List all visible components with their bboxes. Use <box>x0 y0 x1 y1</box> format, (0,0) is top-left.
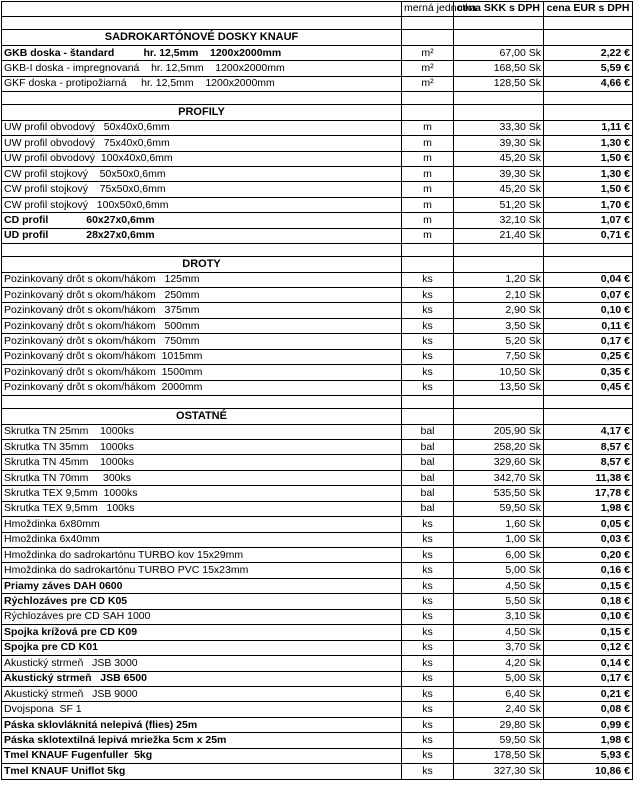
item-unit: ks <box>402 380 454 395</box>
item-price-eur: 0,03 € <box>544 532 633 547</box>
item-unit: ks <box>402 733 454 748</box>
spacer-cell <box>402 92 454 105</box>
item-unit: m² <box>402 61 454 76</box>
item-name: CW profil stojkový 75x50x0,6mm <box>2 182 402 197</box>
section-header-row <box>2 105 633 120</box>
spacer-cell <box>2 396 402 409</box>
item-name: Rýchlozáves pre CD K05 <box>2 594 402 609</box>
section-unit-cell <box>402 105 454 120</box>
item-price-eur: 0,35 € <box>544 365 633 380</box>
item-price-eur: 0,07 € <box>544 288 633 303</box>
item-price-eur: 0,15 € <box>544 578 633 593</box>
spacer-row <box>2 244 633 257</box>
item-name: Skrutka TN 25mm 1000ks <box>2 424 402 439</box>
item-price-skk: 6,40 Sk <box>454 686 544 701</box>
item-name: GKF doska - protipožiarná hr. 12,5mm 1200x2000mm <box>2 76 402 91</box>
table-row <box>2 563 633 578</box>
item-price-skk: 1,60 Sk <box>454 517 544 532</box>
item-price-skk: 205,90 Sk <box>454 424 544 439</box>
header-name-cell <box>2 2 402 17</box>
item-unit: ks <box>402 563 454 578</box>
item-name: Akustický strmeň JSB 9000 <box>2 686 402 701</box>
item-price-skk: 45,20 Sk <box>454 151 544 166</box>
item-unit: ks <box>402 517 454 532</box>
spacer-cell <box>402 244 454 257</box>
table-row <box>2 717 633 732</box>
item-name: Páska sklotextilná lepivá mriežka 5cm x 25m <box>2 733 402 748</box>
item-price-eur: 1,07 € <box>544 213 633 228</box>
table-row <box>2 532 633 547</box>
table-row <box>2 272 633 287</box>
item-price-eur: 8,57 € <box>544 439 633 454</box>
section-header-row <box>2 257 633 272</box>
item-name: Skrutka TN 45mm 1000ks <box>2 455 402 470</box>
item-price-skk: 1,20 Sk <box>454 272 544 287</box>
item-price-skk: 5,20 Sk <box>454 334 544 349</box>
item-name: Rýchlozáves pre CD SAH 1000 <box>2 609 402 624</box>
item-unit: bal <box>402 455 454 470</box>
item-price-skk: 535,50 Sk <box>454 486 544 501</box>
section-header-row <box>2 409 633 424</box>
item-name: Spojka krížová pre CD K09 <box>2 625 402 640</box>
item-name: Pozinkovaný drôt s okom/hákom 1500mm <box>2 365 402 380</box>
item-price-eur: 1,30 € <box>544 136 633 151</box>
item-price-eur: 5,93 € <box>544 748 633 763</box>
item-name: UW profil obvodový 100x40x0,6mm <box>2 151 402 166</box>
table-header <box>2 2 633 17</box>
item-price-eur: 0,14 € <box>544 656 633 671</box>
spacer-cell <box>402 17 454 30</box>
table-body <box>2 17 633 779</box>
item-name: CW profil stojkový 50x50x0,6mm <box>2 166 402 181</box>
item-unit: ks <box>402 625 454 640</box>
table-row <box>2 594 633 609</box>
item-unit: m <box>402 228 454 243</box>
item-price-skk: 342,70 Sk <box>454 470 544 485</box>
item-unit: m <box>402 182 454 197</box>
item-name: Pozinkovaný drôt s okom/hákom 1015mm <box>2 349 402 364</box>
item-name: Pozinkovaný drôt s okom/hákom 125mm <box>2 272 402 287</box>
item-price-eur: 0,16 € <box>544 563 633 578</box>
item-unit: bal <box>402 424 454 439</box>
item-price-skk: 67,00 Sk <box>454 45 544 60</box>
item-price-skk: 178,50 Sk <box>454 748 544 763</box>
item-name: UD profil 28x27x0,6mm <box>2 228 402 243</box>
item-unit: m <box>402 120 454 135</box>
spacer-cell <box>2 17 402 30</box>
section-eur-cell <box>544 105 633 120</box>
item-price-eur: 0,99 € <box>544 717 633 732</box>
section-skk-cell <box>454 409 544 424</box>
item-price-eur: 1,30 € <box>544 166 633 181</box>
item-price-eur: 1,98 € <box>544 501 633 516</box>
item-price-skk: 3,10 Sk <box>454 609 544 624</box>
table-row <box>2 334 633 349</box>
item-unit: m² <box>402 45 454 60</box>
table-row <box>2 228 633 243</box>
spacer-cell <box>454 244 544 257</box>
item-price-eur: 5,59 € <box>544 61 633 76</box>
item-price-skk: 2,40 Sk <box>454 702 544 717</box>
item-unit: m <box>402 166 454 181</box>
item-price-skk: 327,30 Sk <box>454 764 544 779</box>
item-unit: ks <box>402 272 454 287</box>
item-unit: bal <box>402 470 454 485</box>
item-price-eur: 0,20 € <box>544 548 633 563</box>
table-row <box>2 288 633 303</box>
item-price-skk: 5,50 Sk <box>454 594 544 609</box>
table-row <box>2 120 633 135</box>
item-price-eur: 0,71 € <box>544 228 633 243</box>
item-name: CW profil stojkový 100x50x0,6mm <box>2 197 402 212</box>
spacer-cell <box>544 92 633 105</box>
header-price-skk: cena SKK s DPH <box>454 2 544 17</box>
table-row <box>2 213 633 228</box>
item-price-skk: 2,10 Sk <box>454 288 544 303</box>
item-price-eur: 0,10 € <box>544 303 633 318</box>
item-price-skk: 4,50 Sk <box>454 578 544 593</box>
item-price-skk: 59,50 Sk <box>454 733 544 748</box>
item-price-eur: 0,21 € <box>544 686 633 701</box>
item-price-skk: 4,20 Sk <box>454 656 544 671</box>
item-unit: ks <box>402 717 454 732</box>
item-price-eur: 0,25 € <box>544 349 633 364</box>
item-name: Hmoždinka 6x40mm <box>2 532 402 547</box>
item-unit: ks <box>402 748 454 763</box>
section-skk-cell <box>454 30 544 45</box>
item-price-skk: 33,30 Sk <box>454 120 544 135</box>
item-unit: ks <box>402 318 454 333</box>
item-name: Skrutka TN 35mm 1000ks <box>2 439 402 454</box>
item-price-eur: 0,05 € <box>544 517 633 532</box>
item-price-skk: 5,00 Sk <box>454 563 544 578</box>
table-row <box>2 197 633 212</box>
item-name: Akustický strmeň JSB 3000 <box>2 656 402 671</box>
item-price-eur: 0,17 € <box>544 334 633 349</box>
table-row <box>2 609 633 624</box>
table-row <box>2 166 633 181</box>
item-unit: m <box>402 213 454 228</box>
spacer-cell <box>544 17 633 30</box>
item-name: Dvojspona SF 1 <box>2 702 402 717</box>
item-name: Hmoždinka do sadrokartónu TURBO kov 15x29mm <box>2 548 402 563</box>
item-unit: ks <box>402 288 454 303</box>
table-row <box>2 548 633 563</box>
table-row <box>2 501 633 516</box>
item-name: Priamy záves DAH 0600 <box>2 578 402 593</box>
header-unit: merná jednotka <box>402 2 454 17</box>
item-price-eur: 0,17 € <box>544 671 633 686</box>
item-price-eur: 4,17 € <box>544 424 633 439</box>
item-price-skk: 2,90 Sk <box>454 303 544 318</box>
item-unit: ks <box>402 764 454 779</box>
item-price-skk: 5,00 Sk <box>454 671 544 686</box>
section-title: DROTY <box>2 257 402 272</box>
table-row <box>2 365 633 380</box>
item-name: Pozinkovaný drôt s okom/hákom 375mm <box>2 303 402 318</box>
item-unit: m² <box>402 76 454 91</box>
item-price-skk: 128,50 Sk <box>454 76 544 91</box>
item-price-eur: 1,98 € <box>544 733 633 748</box>
item-price-skk: 3,50 Sk <box>454 318 544 333</box>
item-price-eur: 11,38 € <box>544 470 633 485</box>
table-row <box>2 151 633 166</box>
item-price-eur: 2,22 € <box>544 45 633 60</box>
section-skk-cell <box>454 105 544 120</box>
table-row <box>2 303 633 318</box>
item-name: Pozinkovaný drôt s okom/hákom 2000mm <box>2 380 402 395</box>
section-unit-cell <box>402 257 454 272</box>
table-row <box>2 733 633 748</box>
item-price-eur: 8,57 € <box>544 455 633 470</box>
item-unit: ks <box>402 548 454 563</box>
item-name: Skrutka TN 70mm 300ks <box>2 470 402 485</box>
item-name: Hmoždinka 6x80mm <box>2 517 402 532</box>
price-table <box>1 1 633 780</box>
table-row <box>2 764 633 779</box>
item-name: Spojka pre CD K01 <box>2 640 402 655</box>
item-price-skk: 258,20 Sk <box>454 439 544 454</box>
item-price-eur: 17,78 € <box>544 486 633 501</box>
item-price-skk: 13,50 Sk <box>454 380 544 395</box>
item-price-skk: 29,80 Sk <box>454 717 544 732</box>
item-price-eur: 0,15 € <box>544 625 633 640</box>
table-row <box>2 45 633 60</box>
item-unit: ks <box>402 702 454 717</box>
spacer-cell <box>454 92 544 105</box>
item-price-skk: 51,20 Sk <box>454 197 544 212</box>
item-price-eur: 0,11 € <box>544 318 633 333</box>
item-price-eur: 1,70 € <box>544 197 633 212</box>
table-row <box>2 640 633 655</box>
item-price-skk: 59,50 Sk <box>454 501 544 516</box>
spacer-cell <box>544 244 633 257</box>
item-price-eur: 0,04 € <box>544 272 633 287</box>
item-unit: ks <box>402 303 454 318</box>
section-title: SADROKARTÓNOVÉ DOSKY KNAUF <box>2 30 402 45</box>
item-price-eur: 0,08 € <box>544 702 633 717</box>
spacer-cell <box>454 396 544 409</box>
item-price-skk: 168,50 Sk <box>454 61 544 76</box>
table-row <box>2 486 633 501</box>
spacer-cell <box>2 92 402 105</box>
section-eur-cell <box>544 409 633 424</box>
spacer-row <box>2 17 633 30</box>
item-unit: ks <box>402 578 454 593</box>
section-unit-cell <box>402 409 454 424</box>
item-unit: ks <box>402 656 454 671</box>
item-name: GKB doska - štandard hr. 12,5mm 1200x2000mm <box>2 45 402 60</box>
item-price-eur: 1,50 € <box>544 182 633 197</box>
table-row <box>2 748 633 763</box>
table-row <box>2 702 633 717</box>
item-name: Akustický strmeň JSB 6500 <box>2 671 402 686</box>
table-row <box>2 136 633 151</box>
item-name: Páska sklovláknitá nelepivá (flies) 25m <box>2 717 402 732</box>
section-header-row <box>2 30 633 45</box>
table-row <box>2 656 633 671</box>
table-row <box>2 61 633 76</box>
table-row <box>2 182 633 197</box>
item-unit: ks <box>402 609 454 624</box>
item-unit: ks <box>402 349 454 364</box>
item-name: UW profil obvodový 75x40x0,6mm <box>2 136 402 151</box>
item-name: Pozinkovaný drôt s okom/hákom 250mm <box>2 288 402 303</box>
section-title: PROFILY <box>2 105 402 120</box>
table-row <box>2 517 633 532</box>
item-name: UW profil obvodový 50x40x0,6mm <box>2 120 402 135</box>
item-price-eur: 0,45 € <box>544 380 633 395</box>
item-name: GKB-I doska - impregnovaná hr. 12,5mm 1200x2000mm <box>2 61 402 76</box>
item-price-skk: 10,50 Sk <box>454 365 544 380</box>
item-unit: bal <box>402 486 454 501</box>
table-row <box>2 380 633 395</box>
item-unit: ks <box>402 686 454 701</box>
item-name: Pozinkovaný drôt s okom/hákom 500mm <box>2 318 402 333</box>
table-row <box>2 686 633 701</box>
item-price-eur: 0,12 € <box>544 640 633 655</box>
table-row <box>2 424 633 439</box>
item-unit: bal <box>402 439 454 454</box>
spacer-cell <box>544 396 633 409</box>
item-price-eur: 10,86 € <box>544 764 633 779</box>
spacer-cell <box>2 244 402 257</box>
item-price-skk: 1,00 Sk <box>454 532 544 547</box>
item-price-eur: 1,11 € <box>544 120 633 135</box>
item-unit: ks <box>402 594 454 609</box>
table-row <box>2 625 633 640</box>
item-name: Hmoždinka do sadrokartónu TURBO PVC 15x23mm <box>2 563 402 578</box>
item-unit: bal <box>402 501 454 516</box>
item-price-eur: 1,50 € <box>544 151 633 166</box>
section-unit-cell <box>402 30 454 45</box>
section-eur-cell <box>544 257 633 272</box>
item-price-skk: 45,20 Sk <box>454 182 544 197</box>
item-unit: m <box>402 151 454 166</box>
item-price-skk: 329,60 Sk <box>454 455 544 470</box>
table-row <box>2 76 633 91</box>
item-price-eur: 4,66 € <box>544 76 633 91</box>
spacer-row <box>2 92 633 105</box>
item-unit: ks <box>402 334 454 349</box>
item-price-skk: 4,50 Sk <box>454 625 544 640</box>
table-row <box>2 470 633 485</box>
item-unit: ks <box>402 640 454 655</box>
item-name: CD profil 60x27x0,6mm <box>2 213 402 228</box>
table-row <box>2 671 633 686</box>
section-skk-cell <box>454 257 544 272</box>
section-title: OSTATNÉ <box>2 409 402 424</box>
item-price-skk: 21,40 Sk <box>454 228 544 243</box>
spacer-row <box>2 396 633 409</box>
item-unit: ks <box>402 365 454 380</box>
item-name: Tmel KNAUF Uniflot 5kg <box>2 764 402 779</box>
item-price-skk: 6,00 Sk <box>454 548 544 563</box>
table-row <box>2 455 633 470</box>
table-row <box>2 578 633 593</box>
item-unit: ks <box>402 671 454 686</box>
table-row <box>2 439 633 454</box>
item-name: Pozinkovaný drôt s okom/hákom 750mm <box>2 334 402 349</box>
item-price-skk: 39,30 Sk <box>454 166 544 181</box>
item-price-eur: 0,18 € <box>544 594 633 609</box>
header-price-eur: cena EUR s DPH <box>544 2 633 17</box>
item-price-skk: 3,70 Sk <box>454 640 544 655</box>
item-unit: ks <box>402 532 454 547</box>
item-unit: m <box>402 197 454 212</box>
spacer-cell <box>454 17 544 30</box>
table-row <box>2 349 633 364</box>
item-price-skk: 32,10 Sk <box>454 213 544 228</box>
spacer-cell <box>402 396 454 409</box>
section-eur-cell <box>544 30 633 45</box>
item-price-eur: 0,10 € <box>544 609 633 624</box>
item-price-skk: 7,50 Sk <box>454 349 544 364</box>
item-unit: m <box>402 136 454 151</box>
item-name: Tmel KNAUF Fugenfuller 5kg <box>2 748 402 763</box>
table-row <box>2 318 633 333</box>
item-price-skk: 39,30 Sk <box>454 136 544 151</box>
item-name: Skrutka TEX 9,5mm 1000ks <box>2 486 402 501</box>
item-name: Skrutka TEX 9,5mm 100ks <box>2 501 402 516</box>
